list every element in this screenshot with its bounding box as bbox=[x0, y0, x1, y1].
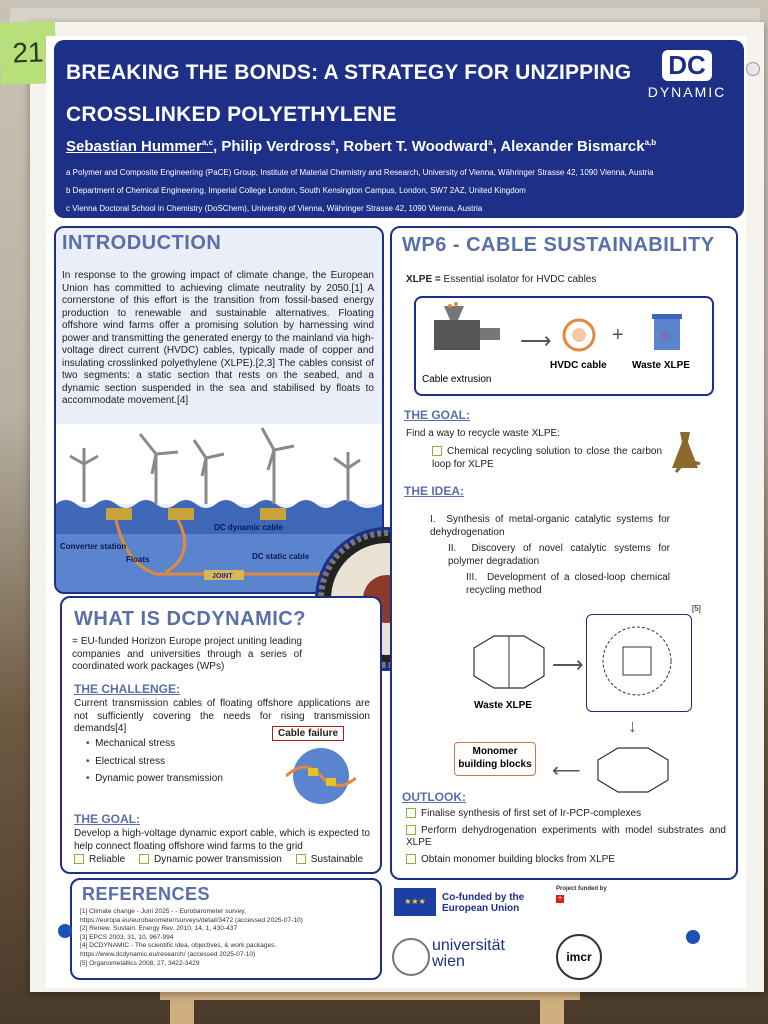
author: Alexander Bismarck$^{a,b}$ bbox=[500, 138, 657, 155]
checkbox-icon bbox=[432, 446, 442, 456]
stress-item: Mechanical stress bbox=[95, 738, 176, 749]
dcdynamic-logo bbox=[644, 50, 730, 110]
ref-5-marker: [5] bbox=[692, 604, 701, 613]
author-list: Sebastian Hummer$^{a,c}$, Philip Verdross$^a$, Robert T. Woodward$^a$, Alexander Bismarck$^{a,b}$ bbox=[66, 138, 657, 155]
logo-text: DYNAMIC bbox=[647, 84, 727, 100]
converter-label: Converter station bbox=[60, 542, 127, 551]
wp6-goal-heading: THE GOAL: bbox=[404, 408, 470, 422]
monomer-badge: Monomer building blocks bbox=[454, 742, 536, 776]
dcdynamic-heading: WHAT IS DCDYNAMIC? bbox=[74, 608, 306, 630]
reference-item: [2] Renew. Sustain. Energy Rev. 2010, 14, 1, 430-437 bbox=[80, 925, 238, 933]
process-step-label: HVDC cable bbox=[550, 360, 607, 371]
reference-item: [1] Climate change - Juni 2025 - - Eurobarometer survey, https://europa.eu/eurobarometer/surveys/detail/3472 (accessed 2025-07-10) bbox=[80, 908, 303, 924]
outlook-item: Obtain monomer building blocks from XLPE bbox=[421, 853, 615, 865]
checkbox-icon bbox=[406, 854, 416, 864]
plus-icon: + bbox=[612, 324, 624, 346]
swiss-flag-icon: + bbox=[557, 895, 563, 902]
idea-item: Development of a closed-loop chemical recycling method bbox=[466, 572, 670, 596]
checkbox-icon bbox=[139, 854, 149, 864]
reference-list bbox=[80, 908, 374, 968]
outlook-list bbox=[406, 808, 726, 866]
swiss-funding-title: Project funded by bbox=[556, 886, 607, 892]
introduction-heading: INTRODUCTION bbox=[62, 232, 222, 254]
goal-checks bbox=[74, 854, 370, 867]
eu-cofunded-text: Co-funded by the European Union bbox=[442, 892, 525, 914]
idea-item: Discovery of novel catalytic systems for polymer degradation bbox=[448, 543, 670, 567]
logo-mark: DC bbox=[662, 50, 712, 81]
eu-flag-icon: ★★★ bbox=[394, 888, 436, 916]
waste-xlpe-structure bbox=[464, 628, 554, 698]
static-cable-label: DC static cable bbox=[252, 552, 310, 561]
arrow-icon: ⟶ bbox=[520, 328, 552, 353]
magnet-pin bbox=[58, 924, 72, 938]
affiliation-b: b Department of Chemical Engineering, Imperial College London, South Kensington Campus, London, SW7 2AZ, United Kingdom bbox=[66, 186, 526, 195]
stress-item: Electrical stress bbox=[95, 755, 166, 767]
magnet-pin bbox=[746, 62, 760, 76]
univie-logo-text: universität wien bbox=[432, 937, 505, 970]
catalyst-box bbox=[586, 614, 692, 712]
magnet-pin bbox=[686, 930, 700, 944]
dcdynamic-goal-heading: THE GOAL: bbox=[74, 812, 140, 826]
outlook-item: Finalise synthesis of first set of Ir-PCP-complexes bbox=[421, 808, 642, 819]
goal-check-item: Sustainable bbox=[310, 854, 364, 865]
stress-item: Dynamic power transmission bbox=[95, 773, 223, 784]
down-arrow-icon: ↓ bbox=[628, 716, 637, 736]
affiliation-a: a Polymer and Composite Engineering (PaCE) Group, Institute of Material Chemistry and Research, University of Vienna, Währinger Strasse 42, 1090 Vienna, Austria bbox=[66, 168, 654, 177]
wp6-goal-check: Chemical recycling solution to close the carbon loop for XLPE bbox=[432, 446, 662, 470]
idea-list: I. Synthesis of metal-organic catalytic systems for dehydrogenation II. Discovery of novel catalytic systems for polymer degradation III. Development of a closed-loop chemical recycling method bbox=[430, 514, 670, 596]
floats-label: Floats bbox=[126, 555, 150, 564]
dynamic-cable-label: DC dynamic cable bbox=[214, 523, 283, 532]
poster-title bbox=[66, 52, 656, 136]
swiss-funding-block bbox=[556, 886, 736, 903]
wp6-heading: WP6 - CABLE SUSTAINABILITY bbox=[402, 234, 715, 256]
plant-flask-icon bbox=[670, 428, 704, 474]
reference-item: [3] EPCS 2003, 31, 10, 967-994 bbox=[80, 933, 174, 941]
extruder-icon bbox=[424, 302, 504, 362]
process-step-label: Waste XLPE bbox=[632, 360, 690, 371]
process-step-label: Cable extrusion bbox=[422, 374, 492, 385]
references-panel bbox=[70, 878, 382, 980]
references-heading: REFERENCES bbox=[82, 884, 211, 904]
recycle-bin-icon bbox=[650, 312, 684, 352]
idea-item: Synthesis of metal-organic catalytic systems for dehydrogenation bbox=[430, 514, 670, 538]
dcdynamic-panel bbox=[60, 596, 382, 874]
process-box bbox=[414, 296, 714, 396]
hvdc-cable-icon bbox=[562, 318, 596, 352]
author: Sebastian Hummer$^{a,c}$ bbox=[66, 138, 214, 155]
cable-failure-badge: Cable failure bbox=[272, 726, 344, 741]
cable-failure-illustration bbox=[286, 748, 356, 804]
joint-label: JOINT bbox=[212, 573, 233, 580]
title-line-1: BREAKING THE BONDS: A STRATEGY FOR UNZIPPING bbox=[66, 61, 632, 84]
wp6-panel bbox=[390, 226, 738, 880]
reference-item: [4] DCDYNAMIC - The scientific idea, objectives, & work packages. https://www.dcdynamic.eu/research/ (accessed 2025-07-10) bbox=[80, 942, 277, 958]
imcr-logo: imcr bbox=[556, 934, 602, 980]
outlook-item: Perform dehydrogenation experiments with model substrates and XLPE bbox=[406, 824, 726, 848]
author: Philip Verdross$^a$ bbox=[221, 138, 336, 155]
left-arrow-icon: ⟵ bbox=[552, 760, 581, 782]
dcdynamic-intro: = EU-funded Horizon Europe project uniting leading companies and universities through a series of coordinated work packages (WPs) bbox=[72, 636, 302, 672]
reference-item: [5] Organometallics 2008, 27, 3422-3429 bbox=[80, 959, 200, 967]
checkbox-icon bbox=[406, 808, 416, 818]
svg-text:♲: ♲ bbox=[660, 329, 671, 343]
stress-list: • Mechanical stress • Electrical stress • Dynamic power transmission bbox=[86, 738, 223, 784]
idea-heading: THE IDEA: bbox=[404, 484, 464, 498]
affiliation-c: c Vienna Doctoral School in Chemistry (DoSChem), University of Vienna, Währinger Strasse 42, 1090 Vienna, Austria bbox=[66, 204, 483, 213]
dcdynamic-goal-text: Develop a high-voltage dynamic export cable, which is expected to help connect floating offshore wind farms to the grid bbox=[74, 828, 370, 852]
checkbox-icon bbox=[296, 854, 306, 864]
checkbox-icon bbox=[74, 854, 84, 864]
challenge-heading: THE CHALLENGE: bbox=[74, 682, 180, 696]
wp6-goal-text: Find a way to recycle waste XLPE: bbox=[406, 428, 560, 439]
arrow-icon: ⟶ bbox=[552, 652, 584, 677]
introduction-text: In response to the growing impact of climate change, the European Union has committed to achieving climate neutrality by 2050.[1] A cornerstone of this effort is the transition from fossil-based energy production to renewable and sustainable alternatives. Floating offshore wind farms offer a promising solution by harnessing wind power and transmitting the generated energy to the mainland via high-voltage direct current (HVDC) cables, typically made of copper and insulating crosslinked polyethylene (XLPE).[2,3] The cables consist of two segments: a static section that rests on the seabed, and a dynamic section suspended in the sea and stabilised by floats to accommodate movement.[4] bbox=[62, 270, 374, 406]
waste-xlpe-label: Waste XLPE bbox=[474, 700, 532, 711]
xlpe-definition: XLPE = Essential isolator for HVDC cables bbox=[406, 274, 597, 285]
poster bbox=[46, 36, 746, 988]
univie-seal-icon bbox=[392, 938, 430, 976]
checkbox-icon bbox=[406, 825, 416, 835]
sticky-note: 21 bbox=[0, 21, 57, 85]
poster-header bbox=[54, 40, 744, 218]
goal-check-item: Dynamic power transmission bbox=[154, 854, 282, 865]
catalytic-cycle-icon bbox=[587, 615, 687, 707]
monomer-structure bbox=[588, 740, 678, 800]
author: Robert T. Woodward$^a$ bbox=[343, 138, 493, 155]
outlook-heading: OUTLOOK: bbox=[402, 790, 466, 804]
title-line-2: CROSSLINKED POLYETHYLENE bbox=[66, 103, 397, 126]
goal-check-item: Reliable bbox=[89, 854, 126, 865]
challenge-text: Current transmission cables of floating offshore applications are not sufficiently covering the needs for rising transmission demands[4] bbox=[74, 698, 370, 734]
